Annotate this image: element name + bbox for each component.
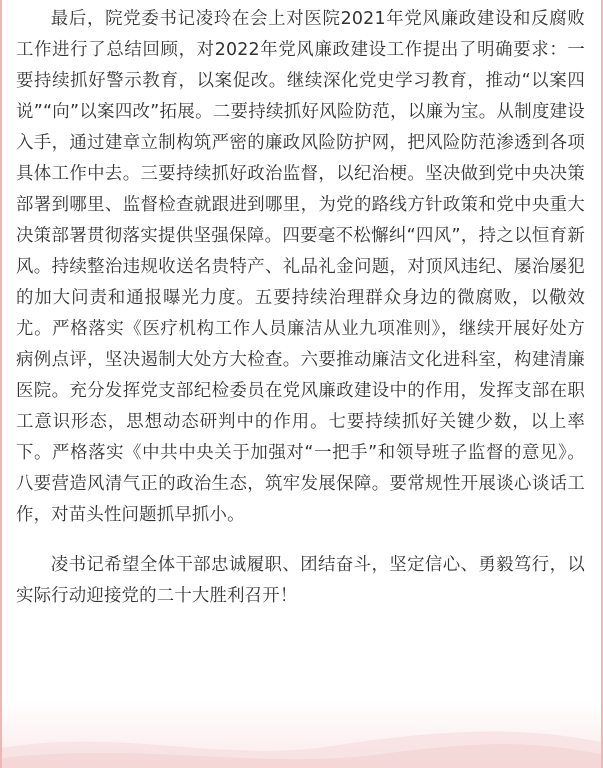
- article-paragraph-summary: 最后，院党委书记凌玲在会上对医院2021年党风廉政建设和反腐败工作进行了总结回顾，对2022年党风廉政建设工作提出了明确要求：一要持续抓好警示教育，以案促改。继续深化党史学习教育，推动“以案四说”“向”以案四改”拓展。二要持续抓好风险防范，以廉为宝。从制度建设入手，通过建章立制构筑严密的廉政风险防护网，把风险防范渗透到各项具体工作中去。三要持续抓好政治监督，以纪治梗。坚决做到党中央决策部署到哪里、监督检查就跟进到哪里，为党的路线方针政策和党中央重大决策部署贯彻落实提供坚强保障。四要毫不松懈纠“四风”，持之以恒育新风。持续整治违规收送名贵特产、礼品礼金问题，对顶风违纪、屡治屡犯的加大问责和通报曝光力度。五要持续治理群众身边的微腐败，以儆效尤。严格落实《医疗机构工作人员廉洁从业九项准则》，继续开展好处方病例点评，坚决遏制大处方大检查。六要推动廉洁文化进科室，构建清廉医院。充分发挥党支部纪检委员在党风廉政建设中的作用，发挥支部在职工意识形态，思想动态研判中的作用。七要持续抓好关键少数，以上率下。严格落实《中共中央关于加强对“一把手”和领导班子监督的意见》。八要营造风清气正的政治生态，筑牢发展保障。要常规性开展谈心谈话工作，对苗头性问题抓早抓小。: [16, 9, 585, 525]
- article-paragraph-closing: 凌书记希望全体干部忠诚履职、团结奋斗，坚定信心、勇毅笃行，以实际行动迎接党的二十大胜利召开！: [16, 555, 585, 606]
- footer-wave-decoration: [2, 708, 601, 768]
- article-body: [2, 0, 601, 612]
